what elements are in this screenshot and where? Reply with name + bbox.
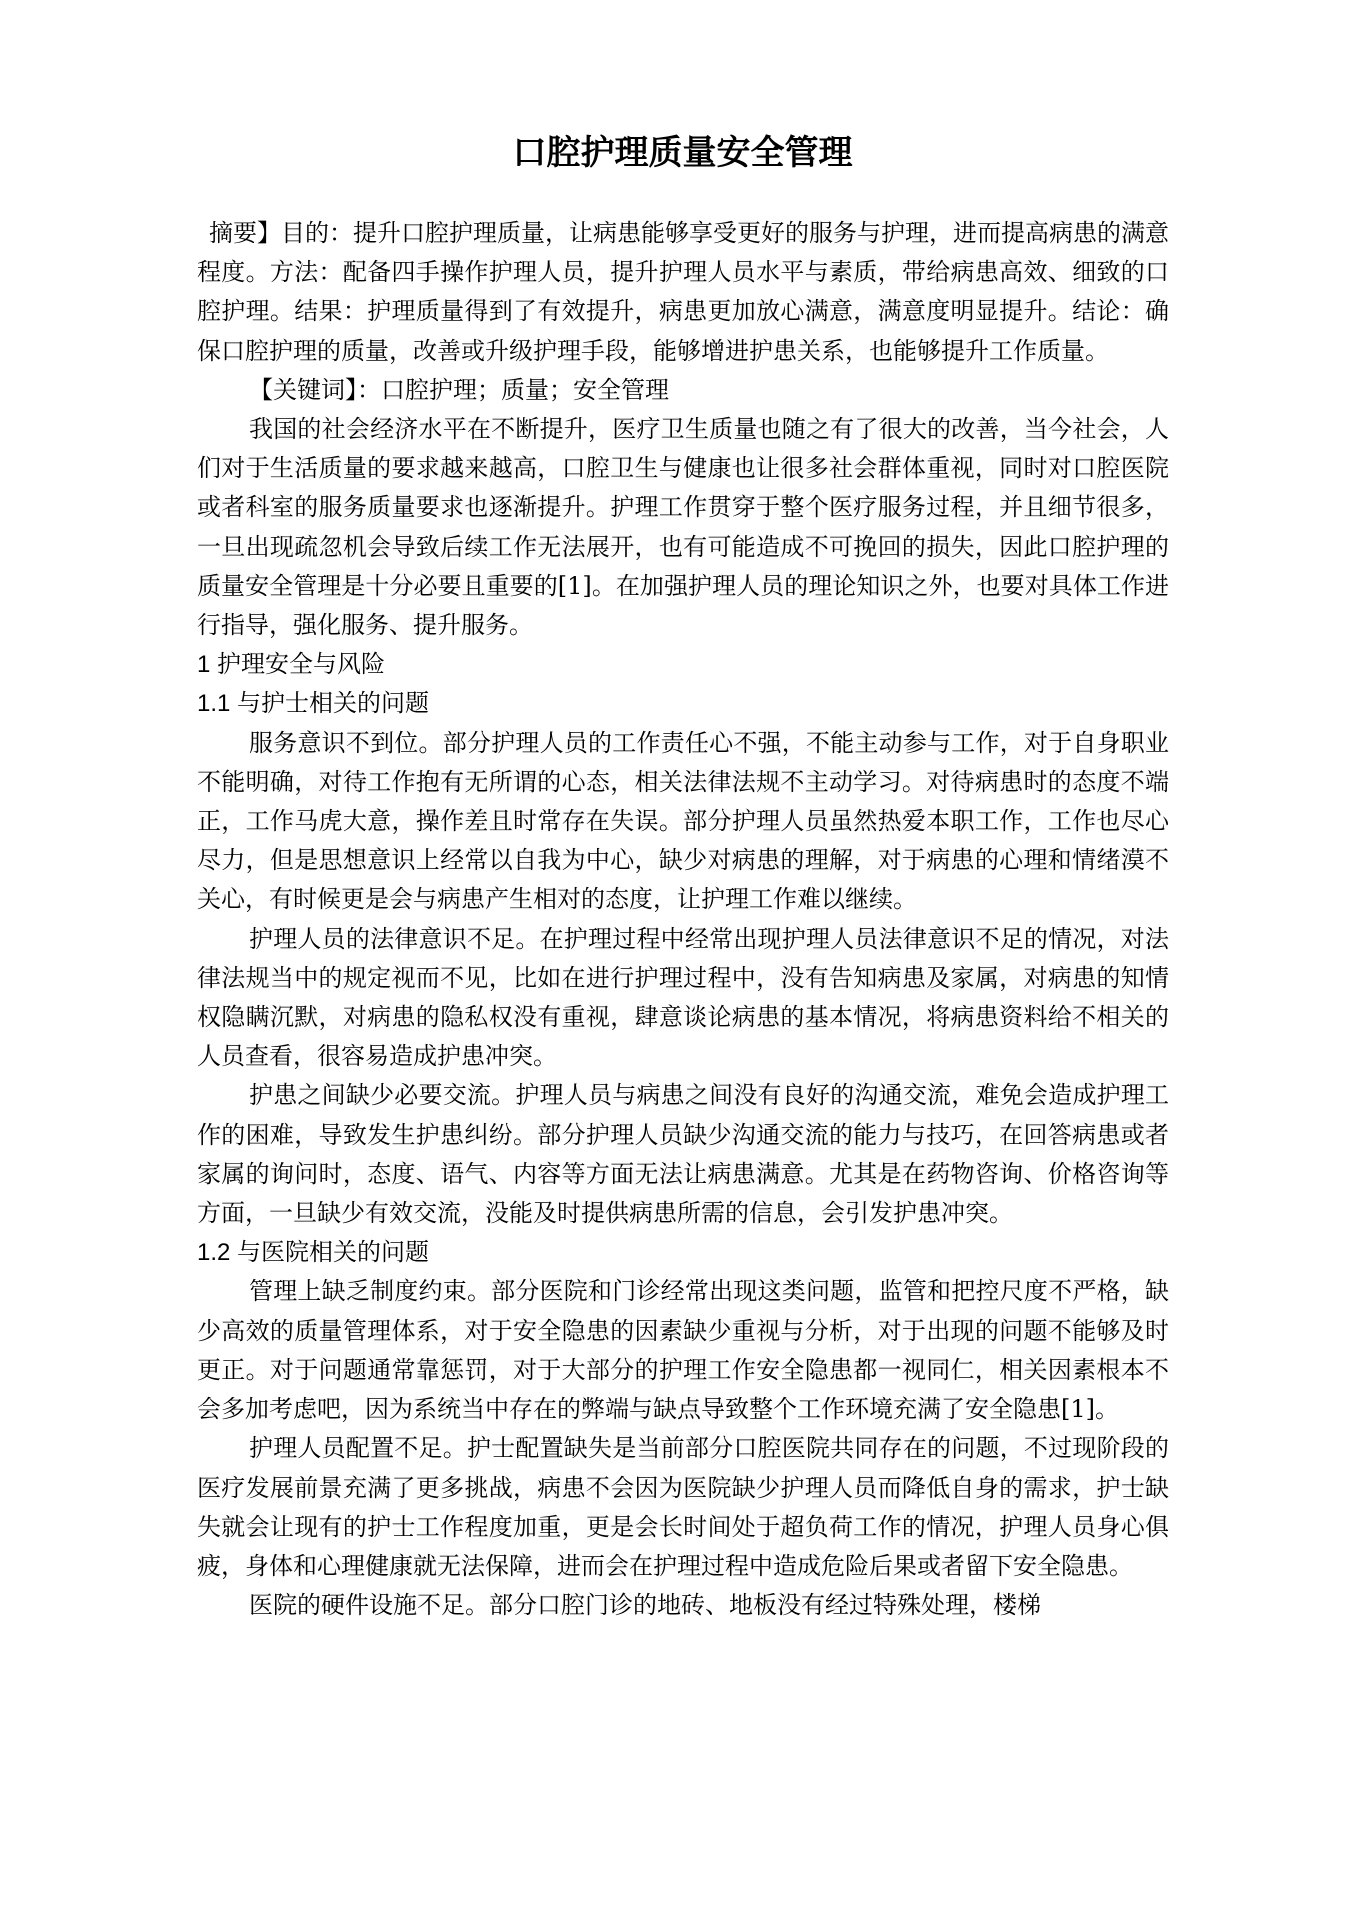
- section-heading-1: 1 护理安全与风险: [197, 651, 386, 679]
- paragraph-staffing: 护理人员配置不足。护士配置缺失是当前部分口腔医院共同存在的问题，不过现阶段的医疗发展前景充满了更多挑战，病患不会因为医院缺少护理人员而降低自身的需求，护士缺失就会让现有的护士工作程度加重，更是会长时间处于超负荷工作的情况，护理人员身心俱疲，身体和心理健康就无法保障，进而会在护理过程中造成危险后果或者留下安全隐患。: [197, 1434, 1169, 1580]
- document-body: [197, 214, 1169, 1625]
- section-heading-1-1: 1.1 与护士相关的问题: [197, 690, 430, 718]
- paragraph-facilities: 医院的硬件设施不足。部分口腔门诊的地砖、地板没有经过特殊处理，楼梯: [249, 1591, 1041, 1620]
- paragraph-service-awareness: 服务意识不到位。部分护理人员的工作责任心不强，不能主动参与工作，对于自身职业不能明确，对待工作抱有无所谓的心态，相关法律法规不主动学习。对待病患时的态度不端正，工作马虎大意，操作差且时常存在失误。部分护理人员虽然热爱本职工作，工作也尽心尽力，但是思想意识上经常以自我为中心，缺少对病患的理解，对于病患的心理和情绪漠不关心，有时候更是会与病患产生相对的态度，让护理工作难以继续。: [197, 728, 1169, 914]
- paragraph-legal-awareness: 护理人员的法律意识不足。在护理过程中经常出现护理人员法律意识不足的情况，对法律法规当中的规定视而不见，比如在进行护理过程中，没有告知病患及家属，对病患的知情权隐瞒沉默，对病患的隐私权没有重视，肆意谈论病患的基本情况，将病患资料给不相关的人员查看，很容易造成护患冲突。: [197, 924, 1169, 1071]
- document-title: 口腔护理质量安全管理: [512, 133, 853, 173]
- paragraph-management: 管理上缺乏制度约束。部分医院和门诊经常出现这类问题，监管和把控尺度不严格，缺少高效的质量管理体系，对于安全隐患的因素缺少重视与分析，对于出现的问题不能够及时更正。对于问题通常靠惩罚，对于大部分的护理工作安全隐患都一视同仁，相关因素根本不会多加考虑吧，因为系统当中存在的弊端与缺点导致整个工作环境充满了安全隐患[1]。: [197, 1277, 1169, 1424]
- abstract-paragraph: 摘要】目的：提升口腔护理质量，让病患能够享受更好的服务与护理，进而提高病患的满意程度。方法：配备四手操作护理人员，提升护理人员水平与素质，带给病患高效、细致的口腔护理。结果：护理质量得到了有效提升，病患更加放心满意，满意度明显提升。结论：确保口腔护理的质量，改善或升级护理手段，能够增进护患关系，也能够提升工作质量。: [197, 219, 1169, 365]
- intro-paragraph: 我国的社会经济水平在不断提升，医疗卫生质量也随之有了很大的改善，当今社会，人们对于生活质量的要求越来越高，口腔卫生与健康也让很多社会群体重视，同时对口腔医院或者科室的服务质量要求也逐渐提升。护理工作贯穿于整个医疗服务过程，并且细节很多，一旦出现疏忽机会导致后续工作无法展开，也有可能造成不可挽回的损失，因此口腔护理的质量安全管理是十分必要且重要的[1]。在加强护理人员的理论知识之外，也要对具体工作进行指导，强化服务、提升服务。: [197, 415, 1169, 640]
- keywords-line: 【关键词】：口腔护理；质量；安全管理: [249, 375, 669, 404]
- paragraph-communication: 护患之间缺少必要交流。护理人员与病患之间没有良好的沟通交流，难免会造成护理工作的困难，导致发生护患纠纷。部分护理人员缺少沟通交流的能力与技巧，在回答病患或者家属的询问时，态度、语气、内容等方面无法让病患满意。尤其是在药物咨询、价格咨询等方面，一旦缺少有效交流，没能及时提供病患所需的信息，会引发护患冲突。: [197, 1081, 1169, 1228]
- section-heading-1-2: 1.2 与医院相关的问题: [197, 1239, 430, 1267]
